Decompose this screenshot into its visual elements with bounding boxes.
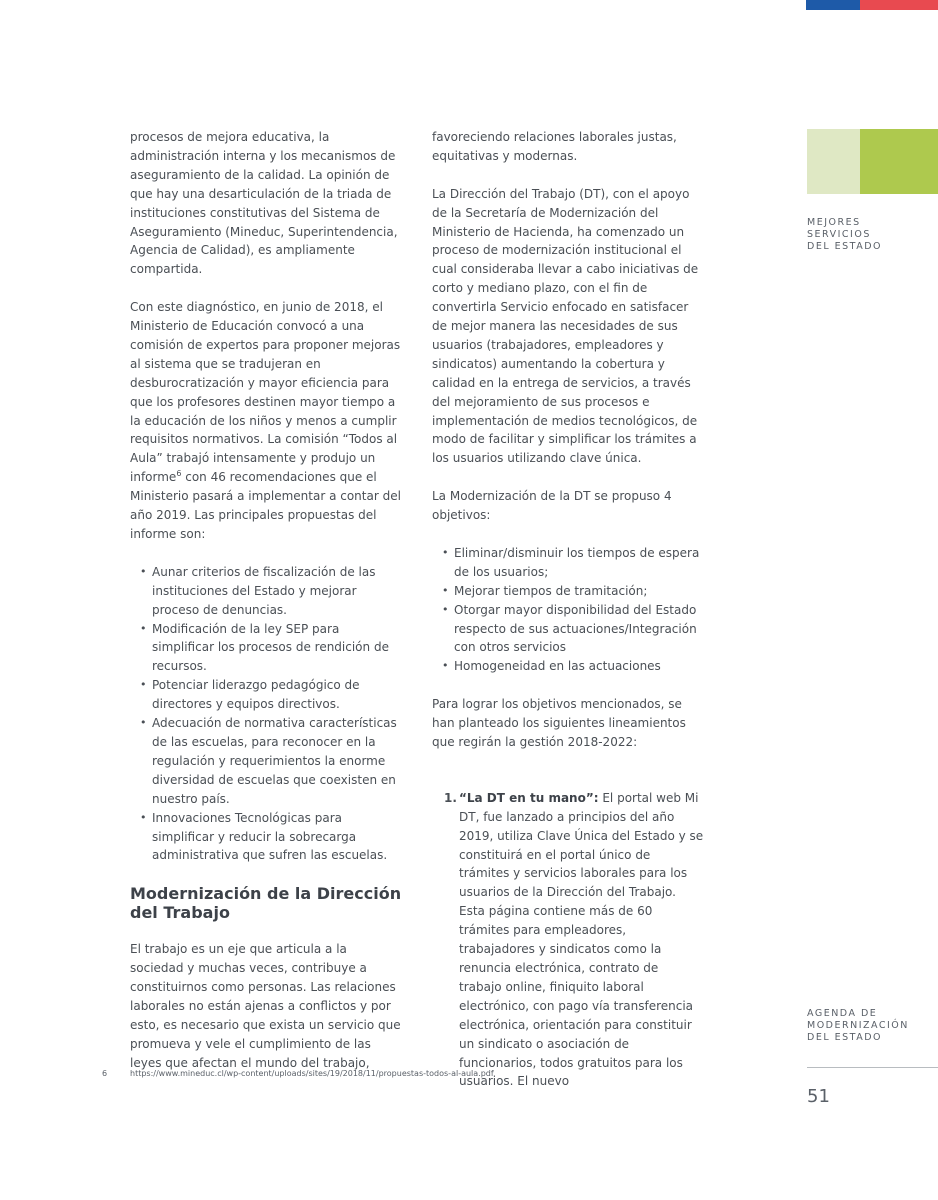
list-item: • Mejorar tiempos de tramitación; xyxy=(442,582,704,601)
list-item: • Potenciar liderazgo pedagógico de directores y equipos directivos. xyxy=(140,676,402,714)
section-heading: Modernización de la Dirección del Trabajo xyxy=(130,884,402,923)
item-number: 1. xyxy=(444,790,457,805)
list-item: • Adecuación de normativa características de las escuelas, para reconocer en la regulación y requerimientos la enorme diversidad de escuelas que coexisten en nuestro país. xyxy=(140,714,402,809)
agenda-label-line: DEL ESTADO xyxy=(807,1032,883,1043)
item-text: El portal web Mi DT, fue lanzado a principios del año 2019, utiliza Clave Única del Estado y se constituirá en el portal único de trámites y servicios laborales para los usuarios de la Dirección del Trabajo. Esta página contiene más de 60 trámites para empleadores, trabajadores y sindicatos como la renuncia electrónica, contrato de trabajo online, finiquito laboral electrónico, con pago vía transferencia electrónica, orientación para constituir un sindicato o asociación de funcionarios, todos gratuitos para los usuarios. El nuevo xyxy=(459,790,704,1089)
paragraph xyxy=(130,298,402,544)
numbered-list xyxy=(432,789,704,1092)
list-item: • Modificación de la ley SEP para simplificar los procesos de rendición de recursos. xyxy=(140,620,402,677)
list-item: • Eliminar/disminuir los tiempos de espera de los usuarios; xyxy=(442,544,704,582)
paragraph: La Modernización de la DT se propuso 4 objetivos: xyxy=(432,489,672,523)
bullet-list xyxy=(432,544,704,676)
numbered-item xyxy=(444,789,704,1092)
top-accent-blue xyxy=(806,0,860,10)
paragraph: Para lograr los objetivos mencionados, se han planteado los siguientes lineamientos que regirán la gestión 2018-2022: xyxy=(432,697,686,749)
section-color-block-green xyxy=(860,129,938,194)
footnote-ref: 6 xyxy=(176,469,182,479)
item-lead: “La DT en tu mano”: xyxy=(459,790,599,805)
paragraph: favoreciendo relaciones laborales justas, equitativas y modernas. xyxy=(432,130,677,163)
paragraph: procesos de mejora educativa, la administración interna y los mecanismos de aseguramiento de la calidad. La opinión de que hay una desarticulación de la triada de instituciones constitutivas del Sistema de Aseguramiento (Mineduc, Superintendencia, Agencia de Calidad), es ampliamente compartida. xyxy=(130,130,398,277)
paragraph: La Dirección del Trabajo (DT), con el apoyo de la Secretaría de Modernización del Ministerio de Hacienda, ha comenzado un proceso de modernización institucional el cual consideraba llevar a cabo iniciativas de corto y mediano plazo, con el fin de convertirla Servicio enfocado en satisfacer de mejor manera las necesidades de sus usuarios (trabajadores, empleadores y sindicatos) aumentando la cobertura y calidad en la entrega de servicios, a través del mejoramiento de sus procesos e implementación de medios tecnológicos, de modo de facilitar y simplificar los trámites a los usuarios utilizando clave única. xyxy=(432,186,699,466)
list-item: • Innovaciones Tecnológicas para simplificar y reducir la sobrecarga administrativa que sufren las escuelas. xyxy=(140,809,402,866)
section-color-block-light xyxy=(807,129,860,194)
agenda-label xyxy=(807,1008,909,1044)
list-item: • Homogeneidad en las actuaciones xyxy=(442,657,704,676)
list-item: • Otorgar mayor disponibilidad del Estado respecto de sus actuaciones/Integración con otros servicios xyxy=(442,601,704,658)
top-accent-red xyxy=(860,0,938,10)
section-label-line: DEL ESTADO xyxy=(807,241,883,252)
page-number-divider xyxy=(807,1067,938,1068)
paragraph: El trabajo es un eje que articula a la sociedad y muchas veces, contribuye a constituirnos como personas. Las relaciones laborales no están ajenas a conflictos y por esto, es necesario que exista un servicio que promueva y vele el cumplimiento de las leyes que afectan el mundo del trabajo, xyxy=(130,942,401,1070)
section-label-line: SERVICIOS xyxy=(807,229,871,240)
section-label xyxy=(807,217,882,253)
right-column xyxy=(432,128,704,1091)
paragraph-text: Con este diagnóstico, en junio de 2018, el Ministerio de Educación convocó a una comisión de expertos para proponer mejoras al sistema que se tradujeran en desburocratización y mayor eficiencia para que los profesores destinen mayor tiempo a la educación de los niños y menos a cumplir requisitos normativos. La comisión “Todos al Aula” trabajó intensamente y produjo un informe xyxy=(130,300,401,485)
left-column xyxy=(130,128,402,1091)
agenda-label-line: AGENDA DE xyxy=(807,1008,878,1019)
footnote-number: 6 xyxy=(102,1069,108,1078)
agenda-label-line: MODERNIZACIÓN xyxy=(807,1020,909,1031)
list-item: • Aunar criterios de fiscalización de las instituciones del Estado y mejorar proceso de denuncias. xyxy=(140,563,402,620)
page-number: 51 xyxy=(807,1086,830,1107)
section-label-line: MEJORES xyxy=(807,217,861,228)
paragraph-text: con 46 recomendaciones que el Ministerio pasará a implementar a contar del año 2019. Las principales propuestas del informe son: xyxy=(130,470,401,542)
footnote-link[interactable]: https://www.mineduc.cl/wp-content/uploads/sites/19/2018/11/propuestas-todos-al-aula.pdf xyxy=(130,1069,494,1078)
bullet-list xyxy=(130,563,402,866)
